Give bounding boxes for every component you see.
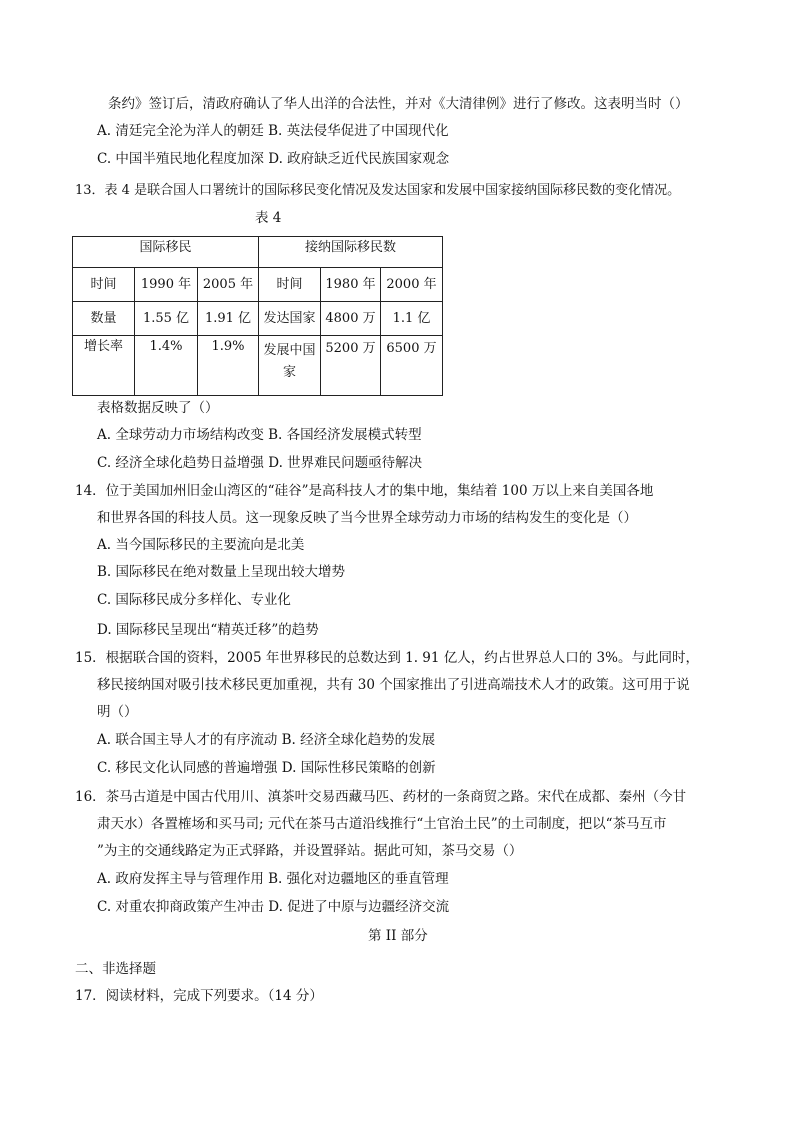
q13-options-cd: C. 经济全球化趋势日益增强 D. 世界难民问题亟待解决 [97, 455, 423, 471]
q17-stem: 17．阅读材料，完成下列要求。（14 分） [75, 988, 323, 1004]
q13-after-table: 表格数据反映了（） [97, 400, 219, 416]
prev-question-stem: 条约》签订后，清政府确认了华人出洋的合法性，并对《大清律例》进行了修改。这表明当时（） [108, 96, 689, 112]
q16-options-cd: C. 对重农抑商政策产生冲击 D. 促进了中原与边疆经济交流 [97, 899, 450, 915]
q15-stem-line1: 15．根据联合国的资料，2005 年世界移民的总数达到 1. 91 亿人，约占世界总人口的 3%。与此同时， [75, 650, 699, 666]
q16-stem-line1: 16．茶马古道是中国古代用川、滇茶叶交易西藏马匹、药材的一条商贸之路。宋代在成都、秦州（今甘 [75, 789, 687, 805]
q16-options-ab: A. 政府发挥主导与管理作用 B. 强化对边疆地区的垂直管理 [97, 871, 449, 887]
q14-stem-line2: 和世界各国的科技人员。这一现象反映了当今世界全球劳动力市场的结构发生的变化是（） [97, 510, 637, 526]
prev-options-ab: A. 清廷完全沦为洋人的朝廷 B. 英法侵华促进了中国现代化 [97, 123, 449, 139]
q16-stem-line3: ”为主的交通线路定为正式驿路，并设置驿站。据此可知，茶马交易（） [97, 843, 523, 859]
section-heading: 二、非选择题 [75, 961, 156, 977]
q15-options-cd: C. 移民文化认同感的普遍增强 D. 国际性移民策略的创新 [97, 760, 436, 776]
q14-option-d: D. 国际移民呈现出“精英迁移”的趋势 [97, 622, 319, 638]
table-cell: 6500 万 [381, 336, 443, 396]
q14-stem-line1: 14．位于美国加州旧金山湾区的“硅谷”是高科技人才的集中地，集结着 100 万以上来自美国各地 [75, 483, 654, 499]
q15-options-ab: A. 联合国主导人才的有序流动 B. 经济全球化趋势的发展 [97, 732, 436, 748]
table-cell: 1.55 亿 [135, 302, 198, 336]
q14-option-a: A. 当今国际移民的主要流向是北美 [97, 537, 305, 553]
q14-option-c: C. 国际移民成分多样化、专业化 [97, 592, 291, 608]
q13-stem: 13．表 4 是联合国人口署统计的国际移民变化情况及发达国家和发展中国家接纳国际移民数的变化情况。 [75, 183, 681, 198]
table-cell: 5200 万 [321, 336, 381, 396]
table-cell: 4800 万 [321, 302, 381, 336]
table-header-left: 国际移民 [73, 237, 259, 268]
table-cell: 时间 [259, 268, 321, 302]
table-cell: 1.9% [198, 336, 259, 396]
table-header-right: 接纳国际移民数 [259, 237, 443, 268]
q13-options-ab: A. 全球劳动力市场结构改变 B. 各国经济发展模式转型 [97, 427, 422, 443]
table-cell: 2005 年 [198, 268, 259, 302]
table-cell: 时间 [73, 268, 135, 302]
table-caption: 表 4 [255, 210, 282, 226]
table-cell: 发展中国家 [259, 336, 321, 396]
part-title: 第 II 部分 [368, 928, 428, 944]
table-cell: 1.91 亿 [198, 302, 259, 336]
table-cell: 1990 年 [135, 268, 198, 302]
table-cell: 增长率 [73, 336, 135, 396]
table-cell: 发达国家 [259, 302, 321, 336]
table-cell: 1980 年 [321, 268, 381, 302]
table-cell: 数量 [73, 302, 135, 336]
q15-stem-line2: 移民接纳国对吸引技术移民更加重视，共有 30 个国家推出了引进高端技术人才的政策。这可用于说 [97, 677, 690, 693]
table-cell: 2000 年 [381, 268, 443, 302]
migration-table [72, 236, 443, 396]
q16-stem-line2: 肃天水）各置榷场和买马司; 元代在茶马古道沿线推行“土官治土民”的土司制度，把以“茶马互市 [97, 816, 667, 832]
table-cell: 1.1 亿 [381, 302, 443, 336]
prev-options-cd: C. 中国半殖民地化程度加深 D. 政府缺乏近代民族国家观念 [97, 151, 450, 167]
q15-stem-line3: 明（） [97, 704, 138, 720]
q14-option-b: B. 国际移民在绝对数量上呈现出较大增势 [97, 564, 346, 580]
table-cell: 1.4% [135, 336, 198, 396]
